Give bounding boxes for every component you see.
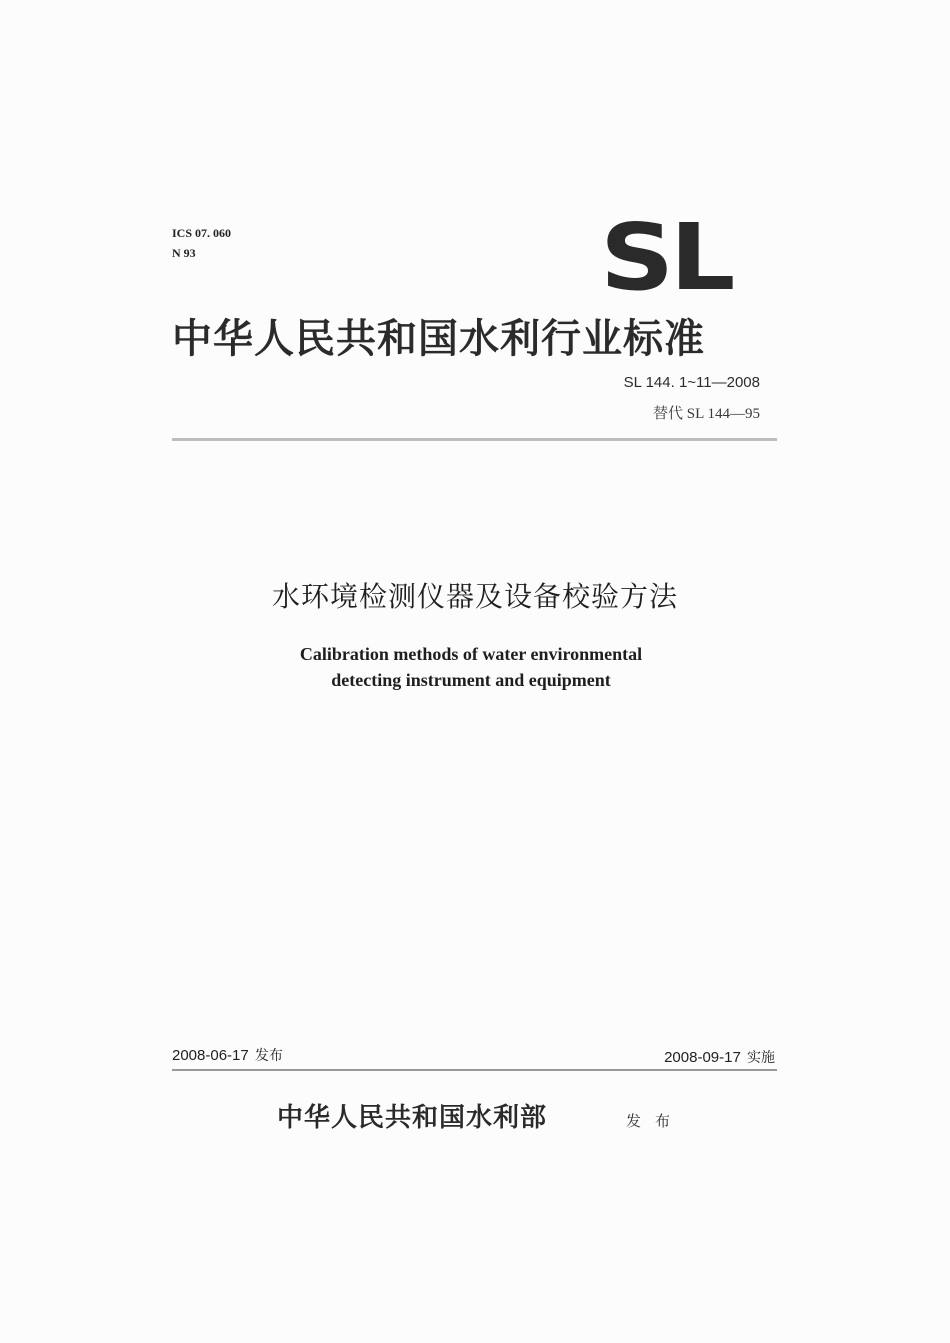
replaces-standard: 替代 SL 144—95 <box>653 406 760 422</box>
classification-codes <box>172 223 231 263</box>
sl-logo: SL <box>600 204 731 311</box>
standard-number: SL 144. 1~11—2008 <box>623 374 760 391</box>
publisher-name: 中华人民共和国水利部 <box>277 1103 548 1133</box>
issue-date-value: 2008-06-17 <box>172 1047 249 1064</box>
issue-date <box>172 1046 283 1066</box>
effective-date-value: 2008-09-17 <box>664 1049 741 1066</box>
effective-date-label: 实施 <box>747 1050 775 1066</box>
document-title-chinese: 水环境检测仪器及设备校验方法 <box>271 580 678 613</box>
document-title-english <box>0 641 942 693</box>
ics-code: ICS 07. 060 <box>172 226 232 240</box>
ccs-code: N 93 <box>172 246 196 260</box>
header-divider <box>172 438 777 441</box>
issue-date-label: 发布 <box>254 1048 283 1064</box>
footer-divider <box>172 1069 777 1071</box>
english-title-line-1: Calibration methods of water environmental <box>299 644 643 664</box>
english-title-line-2: detecting instrument and equipment <box>331 670 611 690</box>
effective-date <box>664 1048 775 1068</box>
industry-standard-title: 中华人民共和国水利行业标准 <box>172 315 705 362</box>
publisher-action: 发布 <box>626 1112 685 1130</box>
